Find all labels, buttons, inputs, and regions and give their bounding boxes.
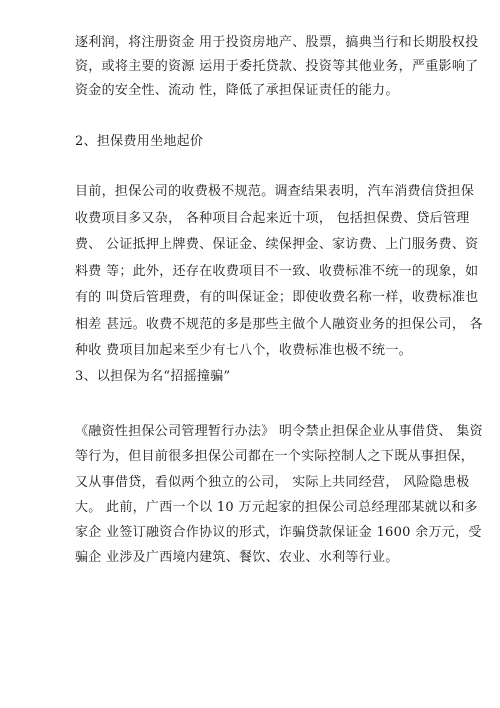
paragraph-line: 逐利润，将注册资金 用于投资房地产、股票，搞典当行和长期股权投 [75, 35, 479, 50]
paragraph-line: 资金的安全性、流动 性，降低了承担保证责任的能力。 [75, 83, 399, 98]
paragraph-line: 种收 费项目加起来至少有七八个，收费标准也极不统一。 [75, 343, 412, 358]
paragraph-line: 《融资性担保公司管理暂行办法》 明令禁止担保企业从事借贷、 集资 [75, 424, 483, 439]
paragraph-line: 资，或将主要的资源 运用于委托贷款、投资等其他业务，严重影响了 [75, 59, 479, 74]
paragraph-line: 料费 等；此外，还存在收费项目不一致、收费标准不统一的现象，如 [75, 263, 479, 279]
paragraph-2 [75, 179, 483, 365]
paragraph-line: 等行为，但目前很多担保公司都在一个实际控制人之下既从事担保， [75, 449, 475, 465]
heading-text: 2、担保费用坐地起价 [75, 134, 204, 149]
paragraph-line: 又从事借贷，看似两个独立的公司， 实际上共同经营， 风险隐患极 [75, 474, 470, 490]
paragraph-line: 骗企 业涉及广西境内建筑、餐饮、农业、水利等行业。 [75, 550, 399, 566]
heading-text: 3、以担保为名“招摇撞骗” [75, 369, 231, 384]
section-heading-3 [75, 365, 440, 389]
paragraph-1 [75, 31, 479, 103]
paragraph-line: 目前，担保公司的收费极不规范。调查结果表明，汽车消费信贷担保 [75, 184, 475, 199]
paragraph-line: 有的 叫贷后管理费，有的叫保证金；即使收费名称一样，收费标准也 [75, 290, 479, 305]
paragraph-line: 家企 业签订融资合作协议的形式，诈骗贷款保证金 1600 余万元，受 [75, 525, 482, 541]
paragraph-line: 收费项目多又杂， 各种项目合起来近十项， 包括担保费、贷后管理 [75, 210, 470, 226]
section-heading-2 [75, 130, 440, 154]
paragraph-line: 费、 公证抵押上牌费、保证金、续保押金、家访费、上门服务费、资 [75, 237, 479, 252]
paragraph-line: 相差 甚远。收费不规范的多是那些主做个人融资业务的担保公司， 各 [75, 316, 483, 332]
paragraph-line: 大。 此前，广西一个以 10 万元起家的担保公司总经理邵某就以和多 [75, 499, 478, 515]
paragraph-3 [75, 419, 483, 571]
